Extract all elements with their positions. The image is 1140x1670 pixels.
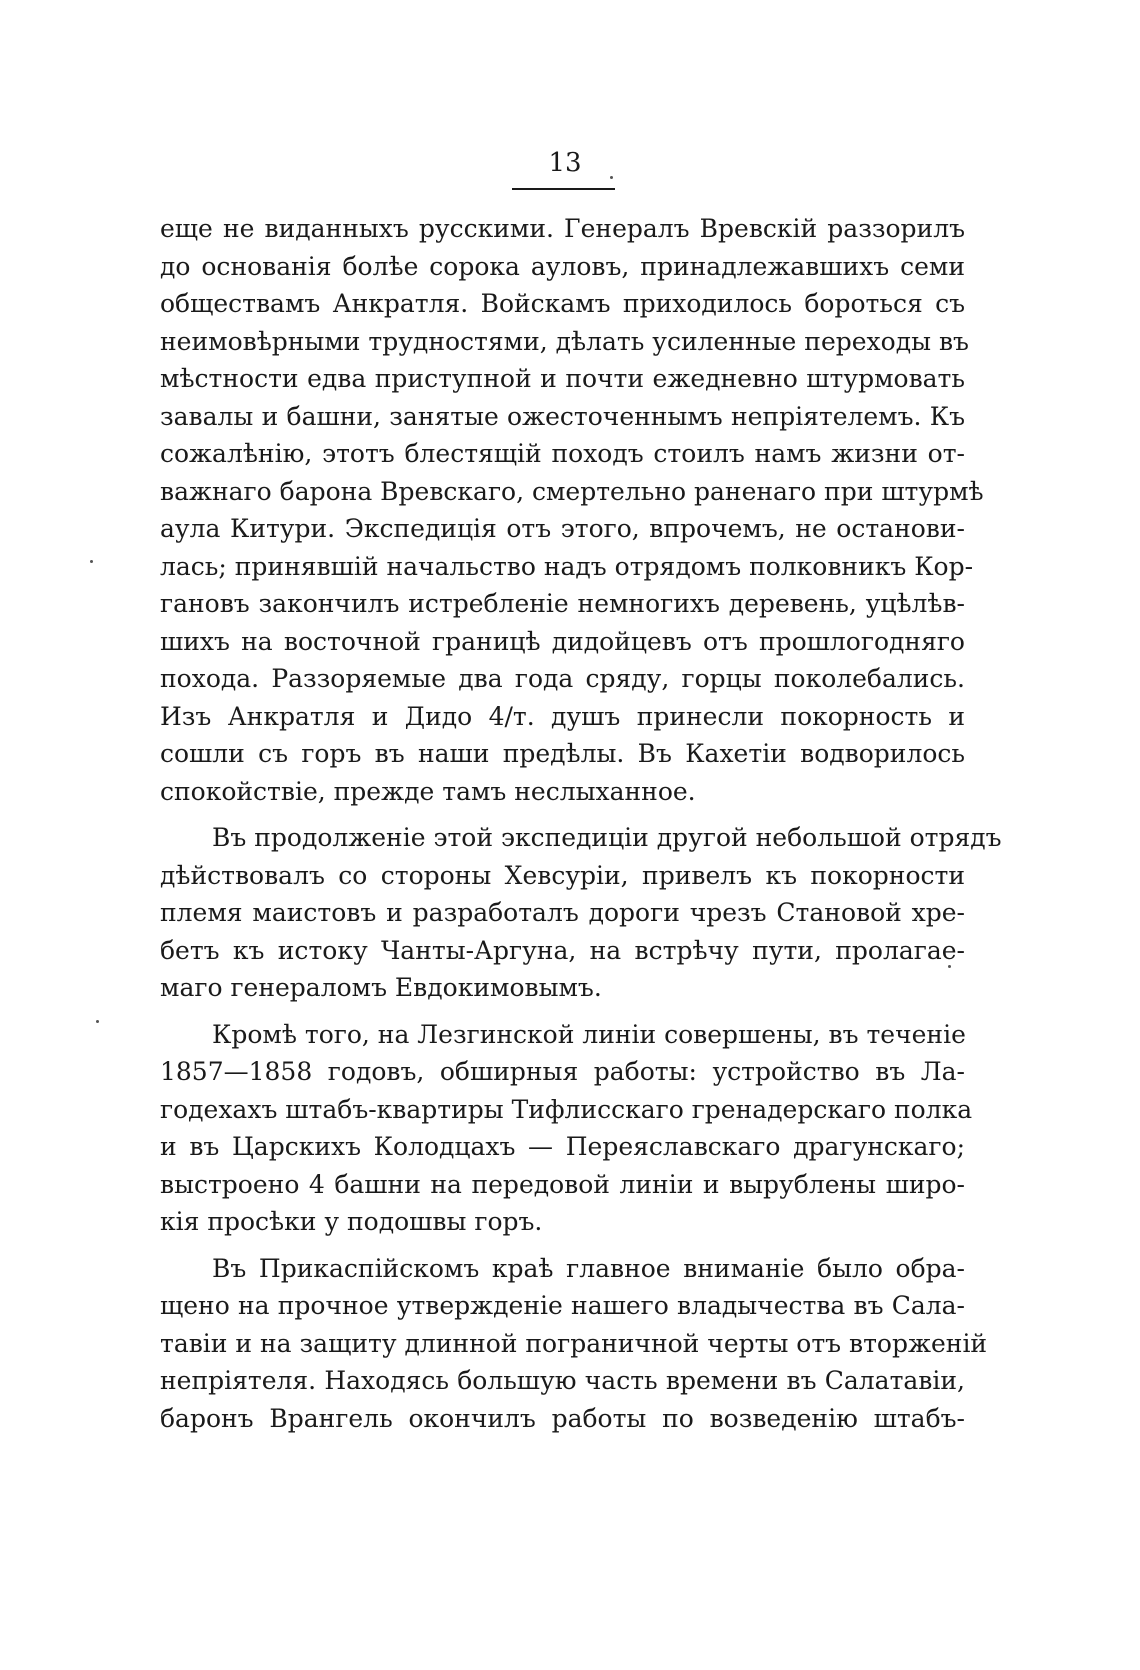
text-line: непріятеля. Находясь большую часть времени въ Салатавіи, [160,1366,965,1395]
text-line: Въ Прикаспійскомъ краѣ главное вниманіе было обра- [212,1254,965,1283]
ink-speck [610,176,613,179]
text-line: важнаго барона Вревскаго, смертельно раненаго при штурмѣ [160,477,984,506]
text-line: аула Китури. Экспедиція отъ этого, впрочемъ, не останови- [160,514,965,543]
text-line: похода. Раззоряемые два года сряду, горцы поколебались. [160,664,965,693]
text-line: тавіи и на защиту длинной пограничной черты отъ вторженій [160,1329,988,1358]
text-line: завалы и башни, занятые ожесточеннымъ непріятелемъ. Къ [160,402,965,431]
text-line: Кромѣ того, на Лезгинской линіи совершены, въ теченіе [212,1020,966,1049]
ink-speck [90,560,93,563]
text-line: дѣйствовалъ со стороны Хевсуріи, привелъ къ покорности [160,861,965,890]
text-line: Въ продолженіе этой экспедиціи другой небольшой отрядъ [212,823,1002,852]
text-line: до основанія болѣе сорока ауловъ, принадлежавшихъ семи [160,252,965,281]
text-line: лась; принявшій начальство надъ отрядомъ полковникъ Кор- [160,552,974,581]
text-line: и въ Царскихъ Колодцахъ — Переяславскаго драгунскаго; [160,1132,965,1161]
text-line: спокойствіе, прежде тамъ неслыханное. [160,777,696,806]
text-line: годехахъ штабъ-квартиры Тифлисскаго гренадерскаго полка [160,1095,973,1124]
text-line: маго генераломъ Евдокимовымъ. [160,973,602,1002]
text-line: кія просѣки у подошвы горъ. [160,1207,543,1236]
text-line: гановъ закончилъ истребленіе немногихъ деревень, уцѣлѣв- [160,589,965,618]
text-line: племя маистовъ и разработалъ дороги чрезъ Становой хре- [160,898,965,927]
text-line: неимовѣрными трудностями, дѣлать усиленные переходы въ [160,327,969,356]
text-line: 1857—1858 годовъ, обширныя работы: устройство въ Ла- [160,1057,965,1086]
header-rule [512,188,615,190]
text-line: мѣстности едва приступной и почти ежедневно штурмовать [160,364,965,393]
text-line: сожалѣнію, этотъ блестящій походъ стоилъ намъ жизни от- [160,439,965,468]
text-line: выстроено 4 башни на передовой линіи и вырублены широ- [160,1170,965,1199]
text-line: щено на прочное утвержденіе нашего владычества въ Сала- [160,1291,965,1320]
text-line: шихъ на восточной границѣ дидойцевъ отъ прошлогодняго [160,627,965,656]
text-line: баронъ Врангель окончилъ работы по возведенію штабъ- [160,1404,965,1433]
text-line: обществамъ Анкратля. Войскамъ приходилось бороться съ [160,289,965,318]
ink-speck [96,1020,99,1023]
text-line: бетъ къ истоку Чанты-Аргуна, на встрѣчу пути, пролагае- [160,936,965,965]
page-number: 13 [548,148,582,178]
text-line: еще не виданныхъ русскими. Генералъ Вревскій раззорилъ [160,214,965,243]
text-line: сошли съ горъ въ наши предѣлы. Въ Кахетіи водворилось [160,739,965,768]
text-line: Изъ Анкратля и Дидо 4/т. душъ принесли покорность и [160,702,965,731]
